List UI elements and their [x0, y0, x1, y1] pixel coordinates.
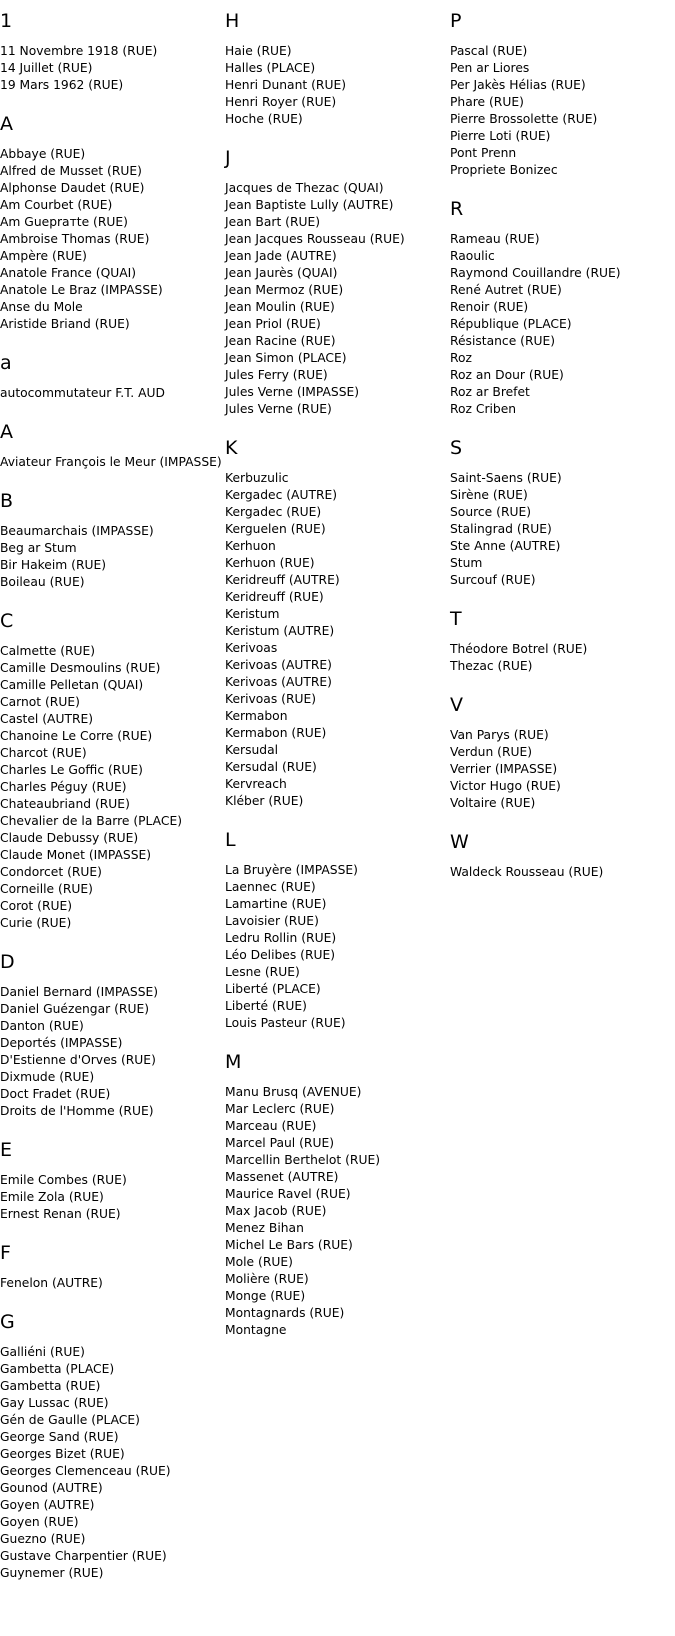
street-link[interactable]: Renoir (RUE) [450, 300, 529, 314]
letter-group [225, 828, 445, 1032]
letter-heading: M [225, 1051, 242, 1073]
street-link[interactable]: Emile Combes (RUE) [0, 1173, 127, 1187]
street-link[interactable]: La Bruyère (IMPASSE) [225, 863, 358, 877]
street-link[interactable]: Stalingrad (RUE) [450, 522, 552, 536]
street-link[interactable]: Camille Desmoulins (RUE) [0, 661, 161, 675]
street-link[interactable]: Jean Baptiste Lully (AUTRE) [225, 198, 394, 212]
street-link[interactable]: Goyen (AUTRE) [0, 1498, 95, 1512]
letter-group [225, 9, 445, 128]
letter-heading: 1 [0, 10, 13, 32]
street-link[interactable]: Mole (RUE) [225, 1255, 293, 1269]
street-link[interactable]: Jean Jacques Rousseau (RUE) [225, 232, 405, 246]
street-link[interactable]: Bir Hakeim (RUE) [0, 558, 107, 572]
street-list [225, 470, 445, 810]
street-link[interactable]: Anse du Mole [0, 300, 83, 314]
street-link[interactable]: Carnot (RUE) [0, 695, 80, 709]
letter-heading: E [0, 1139, 13, 1161]
street-link[interactable]: Jean Bart (RUE) [225, 215, 321, 229]
street-link[interactable]: Droits de l'Homme (RUE) [0, 1104, 154, 1118]
street-link[interactable]: 19 Mars 1962 (RUE) [0, 78, 124, 92]
street-link[interactable]: Kerivoas [225, 641, 278, 655]
street-link[interactable]: Am Courbet (RUE) [0, 198, 113, 212]
street-link[interactable]: Marceau (RUE) [225, 1119, 317, 1133]
street-link[interactable]: Fenelon (AUTRE) [0, 1276, 103, 1290]
street-link[interactable]: Roz an Dour (RUE) [450, 368, 564, 382]
index-column-2 [225, 9, 445, 1357]
street-link[interactable]: 11 Novembre 1918 (RUE) [0, 44, 158, 58]
street-link[interactable]: Boileau (RUE) [0, 575, 85, 589]
street-link[interactable]: Massenet (AUTRE) [225, 1170, 339, 1184]
street-link[interactable]: Gounod (AUTRE) [0, 1481, 103, 1495]
street-list [450, 470, 670, 589]
street-link[interactable]: George Sand (RUE) [0, 1430, 119, 1444]
letter-heading: A [0, 421, 13, 443]
street-link[interactable]: autocommutateur F.T. AUD [0, 386, 165, 400]
street-link[interactable]: Sirène (RUE) [450, 488, 528, 502]
street-link[interactable]: Camille Pelletan (QUAI) [0, 678, 144, 692]
street-list [0, 984, 220, 1120]
street-link[interactable]: Goyen (RUE) [0, 1515, 79, 1529]
street-link[interactable]: Pont Prenn [450, 146, 517, 160]
street-link[interactable]: Keridreuff (RUE) [225, 590, 324, 604]
street-link[interactable]: Roz ar Brefet [450, 385, 530, 399]
street-link[interactable]: Jean Simon (PLACE) [225, 351, 347, 365]
letter-group [0, 1138, 220, 1223]
street-list [225, 862, 445, 1032]
street-link[interactable]: Molière (RUE) [225, 1272, 309, 1286]
street-link[interactable]: Guezno (RUE) [0, 1532, 86, 1546]
street-link[interactable]: Raymond Couillandre (RUE) [450, 266, 621, 280]
letter-group [0, 1241, 220, 1292]
letter-heading: K [225, 437, 238, 459]
street-link[interactable]: 14 Juillet (RUE) [0, 61, 93, 75]
street-link[interactable]: Théodore Botrel (RUE) [450, 642, 588, 656]
street-link[interactable]: Léo Delibes (RUE) [225, 948, 336, 962]
letter-heading: G [0, 1311, 15, 1333]
street-link[interactable]: Kerbuzulic [225, 471, 289, 485]
street-link[interactable]: Keristum (AUTRE) [225, 624, 335, 638]
street-link[interactable]: Lavoisier (RUE) [225, 914, 319, 928]
street-link[interactable]: Alfred de Musset (RUE) [0, 164, 142, 178]
letter-group [450, 9, 670, 179]
street-link[interactable]: Aristide Briand (RUE) [0, 317, 130, 331]
letter-heading: S [450, 437, 463, 459]
street-link[interactable]: Emile Zola (RUE) [0, 1190, 104, 1204]
street-link[interactable]: Surcouf (RUE) [450, 573, 536, 587]
street-link[interactable]: Gambetta (PLACE) [0, 1362, 115, 1376]
street-link[interactable]: Jean Mermoz (RUE) [225, 283, 344, 297]
street-list [0, 43, 220, 94]
street-link[interactable]: Verrier (IMPASSE) [450, 762, 558, 776]
street-list [0, 1344, 220, 1582]
street-link[interactable]: Stum [450, 556, 483, 570]
street-link[interactable]: Deportés (IMPASSE) [0, 1036, 123, 1050]
street-link[interactable]: Jean Jaurès (QUAI) [225, 266, 338, 280]
street-link[interactable]: Corneille (RUE) [0, 882, 93, 896]
street-list [450, 231, 670, 418]
street-list [450, 43, 670, 179]
street-link[interactable]: Thezac (RUE) [450, 659, 533, 673]
street-list [225, 43, 445, 128]
letter-group [0, 112, 220, 333]
street-link[interactable]: Daniel Bernard (IMPASSE) [0, 985, 159, 999]
street-link[interactable]: Calmette (RUE) [0, 644, 96, 658]
letter-heading: P [450, 10, 462, 32]
street-link[interactable]: Henri Dunant (RUE) [225, 78, 347, 92]
street-link[interactable]: Ernest Renan (RUE) [0, 1207, 121, 1221]
street-link[interactable]: Victor Hugo (RUE) [450, 779, 561, 793]
street-link[interactable]: Daniel Guézengar (RUE) [0, 1002, 150, 1016]
street-link[interactable]: Résistance (RUE) [450, 334, 556, 348]
street-link[interactable]: Abbaye (RUE) [0, 147, 86, 161]
street-link[interactable]: Kergadec (AUTRE) [225, 488, 338, 502]
street-list [225, 180, 445, 418]
letter-group [225, 146, 445, 418]
street-link[interactable]: Van Parys (RUE) [450, 728, 549, 742]
street-link[interactable]: Claude Monet (IMPASSE) [0, 848, 152, 862]
street-link[interactable]: Lamartine (RUE) [225, 897, 327, 911]
street-link[interactable]: Charles Le Goffic (RUE) [0, 763, 143, 777]
street-link[interactable]: Kermabon [225, 709, 288, 723]
letter-heading: F [0, 1242, 11, 1264]
street-link[interactable]: Montagnards (RUE) [225, 1306, 345, 1320]
letter-heading: a [0, 352, 12, 374]
street-link[interactable]: Beaumarchais (IMPASSE) [0, 524, 154, 538]
street-link[interactable]: Ste Anne (AUTRE) [450, 539, 561, 553]
street-link[interactable]: Kersudal (RUE) [225, 760, 317, 774]
street-link[interactable]: Haie (RUE) [225, 44, 292, 58]
street-link[interactable]: Kergadec (RUE) [225, 505, 322, 519]
street-link[interactable]: Henri Royer (RUE) [225, 95, 337, 109]
street-link[interactable]: Max Jacob (RUE) [225, 1204, 327, 1218]
street-link[interactable]: Hoche (RUE) [225, 112, 303, 126]
street-link[interactable]: Raoulic [450, 249, 495, 263]
street-link[interactable]: Chateaubriand (RUE) [0, 797, 130, 811]
street-link[interactable]: Gambetta (RUE) [0, 1379, 101, 1393]
letter-group [450, 197, 670, 418]
letter-group [225, 436, 445, 810]
letter-group [0, 950, 220, 1120]
street-link[interactable]: Condorcet (RUE) [0, 865, 102, 879]
street-link[interactable]: Claude Debussy (RUE) [0, 831, 139, 845]
street-link[interactable]: Kermabon (RUE) [225, 726, 327, 740]
street-link[interactable]: Georges Bizet (RUE) [0, 1447, 125, 1461]
street-list [450, 727, 670, 812]
street-link[interactable]: Aviateur François le Meur (IMPASSE) [0, 455, 222, 469]
street-link[interactable]: Pen ar Liores [450, 61, 530, 75]
street-link[interactable]: Georges Clemenceau (RUE) [0, 1464, 171, 1478]
street-list [0, 454, 220, 471]
street-link[interactable]: Jean Moulin (RUE) [225, 300, 335, 314]
street-link[interactable]: Jean Priol (RUE) [225, 317, 321, 331]
street-link[interactable]: Voltaire (RUE) [450, 796, 536, 810]
street-link[interactable]: Monge (RUE) [225, 1289, 306, 1303]
street-link[interactable]: Lesne (RUE) [225, 965, 300, 979]
street-link[interactable]: Manu Brusq (AVENUE) [225, 1085, 362, 1099]
street-link[interactable]: Anatole France (QUAI) [0, 266, 137, 280]
letter-heading: V [450, 694, 463, 716]
street-link[interactable]: Source (RUE) [450, 505, 532, 519]
street-link[interactable]: Ampère (RUE) [0, 249, 87, 263]
street-link[interactable]: Keridreuff (AUTRE) [225, 573, 340, 587]
street-link[interactable]: Verdun (RUE) [450, 745, 533, 759]
street-list [0, 1275, 220, 1292]
street-link[interactable]: République (PLACE) [450, 317, 572, 331]
street-link[interactable]: Pascal (RUE) [450, 44, 528, 58]
street-link[interactable]: Chanoine Le Corre (RUE) [0, 729, 153, 743]
street-link[interactable]: Phare (RUE) [450, 95, 524, 109]
letter-heading: J [225, 147, 231, 169]
street-link[interactable]: Jules Verne (IMPASSE) [225, 385, 360, 399]
street-link[interactable]: Liberté (PLACE) [225, 982, 321, 996]
letter-group [0, 420, 220, 471]
street-link[interactable]: Charles Péguy (RUE) [0, 780, 127, 794]
street-link[interactable]: Jules Verne (RUE) [225, 402, 332, 416]
street-link[interactable]: Rameau (RUE) [450, 232, 540, 246]
letter-group [0, 489, 220, 591]
street-link[interactable]: Charcot (RUE) [0, 746, 87, 760]
street-link[interactable]: Kerhuon (RUE) [225, 556, 315, 570]
street-link[interactable]: Jean Jade (AUTRE) [225, 249, 337, 263]
street-link[interactable]: Ambroise Thomas (RUE) [0, 232, 150, 246]
index-column-1 [0, 9, 220, 1600]
street-list [0, 643, 220, 932]
letter-group [0, 9, 220, 94]
street-link[interactable]: Maurice Ravel (RUE) [225, 1187, 351, 1201]
street-link[interactable]: Castel (AUTRE) [0, 712, 94, 726]
street-list [450, 864, 670, 881]
letter-group [450, 830, 670, 881]
street-link[interactable]: Kerivoas (AUTRE) [225, 658, 332, 672]
street-link[interactable]: Curie (RUE) [0, 916, 72, 930]
street-link[interactable]: Michel Le Bars (RUE) [225, 1238, 353, 1252]
street-link[interactable]: Waldeck Rousseau (RUE) [450, 865, 604, 879]
street-link[interactable]: Kersudal [225, 743, 279, 757]
letter-heading: W [450, 831, 469, 853]
street-link[interactable]: Kléber (RUE) [225, 794, 304, 808]
street-link[interactable]: René Autret (RUE) [450, 283, 562, 297]
street-link[interactable]: Ledru Rollin (RUE) [225, 931, 337, 945]
letter-group [0, 609, 220, 932]
street-link[interactable]: Am Gueprатte (RUE) [0, 215, 128, 229]
street-link[interactable]: Jules Ferry (RUE) [225, 368, 328, 382]
street-list [450, 641, 670, 675]
street-link[interactable]: Kervreach [225, 777, 287, 791]
street-link[interactable]: Danton (RUE) [0, 1019, 84, 1033]
street-link[interactable]: Dixmude (RUE) [0, 1070, 95, 1084]
street-link[interactable]: Saint-Saens (RUE) [450, 471, 562, 485]
letter-heading: D [0, 951, 15, 973]
street-link[interactable]: Propriete Bonizec [450, 163, 558, 177]
street-list [0, 523, 220, 591]
street-link[interactable]: Doct Fradet (RUE) [0, 1087, 111, 1101]
letter-heading: C [0, 610, 14, 632]
letter-heading: R [450, 198, 464, 220]
street-link[interactable]: Kerguelen (RUE) [225, 522, 326, 536]
street-link[interactable]: Menez Bihan [225, 1221, 304, 1235]
street-link[interactable]: Louis Pasteur (RUE) [225, 1016, 346, 1030]
street-link[interactable]: Roz [450, 351, 472, 365]
street-link[interactable]: Jean Racine (RUE) [225, 334, 336, 348]
letter-group [450, 436, 670, 589]
street-link[interactable]: D'Estienne d'Orves (RUE) [0, 1053, 156, 1067]
street-link[interactable]: Liberté (RUE) [225, 999, 307, 1013]
street-link[interactable]: Alphonse Daudet (RUE) [0, 181, 145, 195]
street-link[interactable]: Kerivoas (AUTRE) [225, 675, 332, 689]
street-link[interactable]: Galliéni (RUE) [0, 1345, 85, 1359]
street-link[interactable]: Keristum [225, 607, 280, 621]
street-link[interactable]: Anatole Le Braz (IMPASSE) [0, 283, 163, 297]
street-list [0, 146, 220, 333]
letter-group [225, 1050, 445, 1339]
street-link[interactable]: Kerhuon [225, 539, 276, 553]
street-link[interactable]: Gay Lussac (RUE) [0, 1396, 109, 1410]
street-link[interactable]: Pierre Loti (RUE) [450, 129, 551, 143]
letter-heading: A [0, 113, 13, 135]
letter-group [0, 1310, 220, 1582]
street-link[interactable]: Montagne [225, 1323, 287, 1337]
street-list [225, 1084, 445, 1339]
street-link[interactable]: Roz Criben [450, 402, 517, 416]
street-link[interactable]: Per Jakès Hélias (RUE) [450, 78, 586, 92]
index-column-3 [450, 9, 670, 899]
street-link[interactable]: Pierre Brossolette (RUE) [450, 112, 598, 126]
letter-heading: L [225, 829, 236, 851]
street-link[interactable]: Guynemer (RUE) [0, 1566, 104, 1580]
street-link[interactable]: Chevalier de la Barre (PLACE) [0, 814, 183, 828]
street-link[interactable]: Corot (RUE) [0, 899, 73, 913]
letter-heading: H [225, 10, 240, 32]
street-link[interactable]: Mar Leclerc (RUE) [225, 1102, 335, 1116]
letter-group [450, 607, 670, 675]
letter-group [0, 351, 220, 402]
street-link[interactable]: Jacques de Thezac (QUAI) [225, 181, 384, 195]
street-link[interactable]: Marcellin Berthelot (RUE) [225, 1153, 381, 1167]
street-list [0, 1172, 220, 1223]
letter-heading: T [450, 608, 462, 630]
letter-group [450, 693, 670, 812]
letter-heading: B [0, 490, 14, 512]
street-link[interactable]: Kerivoas (RUE) [225, 692, 317, 706]
street-link[interactable]: Marcel Paul (RUE) [225, 1136, 335, 1150]
street-link[interactable]: Gustave Charpentier (RUE) [0, 1549, 167, 1563]
street-link[interactable]: Halles (PLACE) [225, 61, 316, 75]
street-link[interactable]: Beg ar Stum [0, 541, 77, 555]
street-link[interactable]: Laennec (RUE) [225, 880, 316, 894]
street-link[interactable]: Gén de Gaulle (PLACE) [0, 1413, 140, 1427]
street-list [0, 385, 220, 402]
